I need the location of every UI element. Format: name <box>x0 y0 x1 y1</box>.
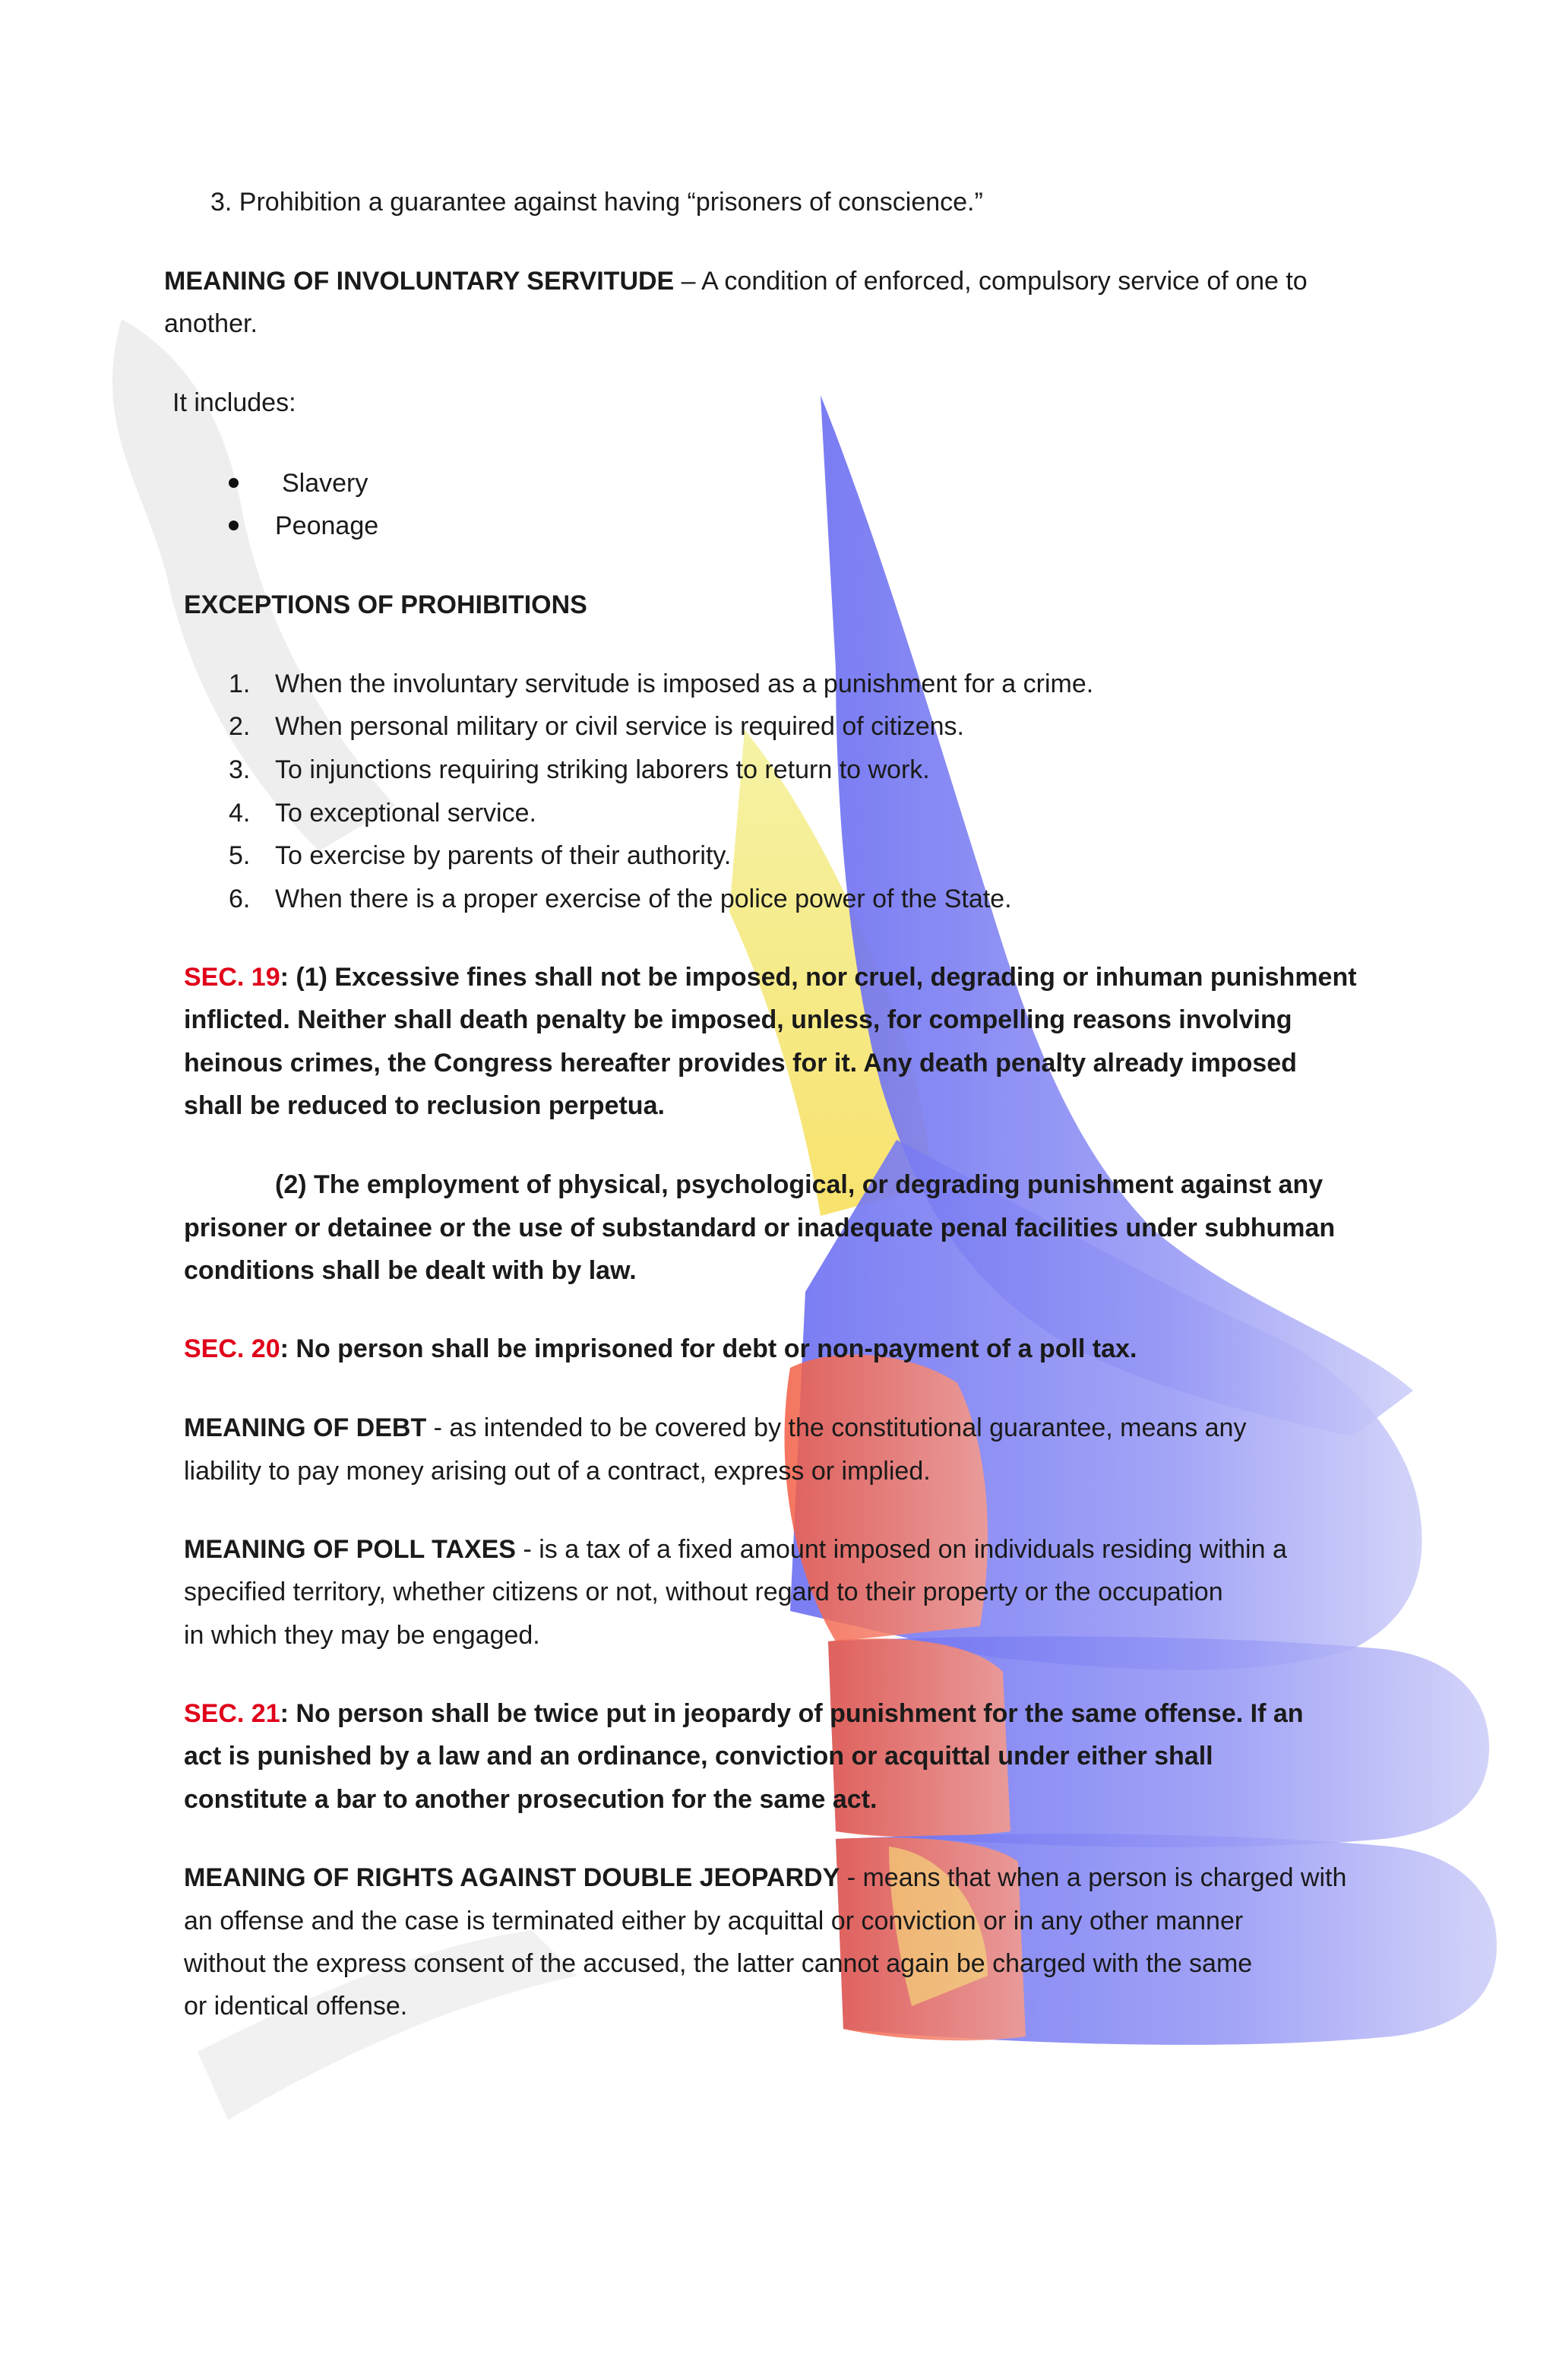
poll-taxes-definition-cont: in which they may be engaged. <box>184 1621 540 1650</box>
sec21-label: SEC. 21 <box>184 1699 280 1728</box>
exception-item: To exceptional service. <box>275 799 536 828</box>
sec21-text: : No person shall be twice put in jeopardy of punishment for the same offense. If an <box>280 1699 1304 1728</box>
exception-number: 3. <box>229 755 251 784</box>
exception-item: When personal military or civil service is required of citizens. <box>275 712 964 741</box>
bullet-icon <box>229 478 239 488</box>
includes-item: Slavery <box>282 469 368 498</box>
involuntary-servitude-term: MEANING OF INVOLUNTARY SERVITUDE <box>164 267 675 296</box>
exception-number: 1. <box>229 669 251 698</box>
bullet-icon <box>229 521 239 530</box>
exception-number: 4. <box>229 799 251 828</box>
sec19-text: : (1) Excessive fines shall not be imposed, nor cruel, degrading or inhuman punishment <box>280 963 1357 992</box>
double-jeopardy-definition-cont: or identical offense. <box>184 1992 408 2021</box>
exception-number: 2. <box>229 712 251 741</box>
sec19-text-line: heinous crimes, the Congress hereafter provides for it. Any death penalty already imposed <box>184 1049 1297 1078</box>
exception-item: When the involuntary servitude is imposed as a punishment for a crime. <box>275 669 1094 698</box>
debt-paragraph <box>184 1407 1246 1449</box>
sec19-para2-line: conditions shall be dealt with by law. <box>184 1256 637 1285</box>
exception-number: 6. <box>229 885 251 913</box>
exception-item: To exercise by parents of their authority. <box>275 841 732 870</box>
sec19-label: SEC. 19 <box>184 963 280 992</box>
exceptions-heading: EXCEPTIONS OF PROHIBITIONS <box>184 590 587 619</box>
sec20-label: SEC. 20 <box>184 1334 280 1363</box>
double-jeopardy-paragraph <box>184 1856 1346 1899</box>
double-jeopardy-definition-cont: an offense and the case is terminated either by acquittal or conviction or in any other manner <box>184 1907 1244 1935</box>
poll-taxes-paragraph <box>184 1528 1287 1571</box>
exception-number: 5. <box>229 841 251 870</box>
involuntary-servitude-paragraph <box>164 260 1308 302</box>
exception-item: When there is a proper exercise of the police power of the State. <box>275 885 1012 913</box>
involuntary-servitude-definition-cont: another. <box>164 309 258 338</box>
double-jeopardy-definition-cont: without the express consent of the accused, the latter cannot again be charged with the same <box>184 1949 1253 1978</box>
sec19-paragraph <box>184 956 1357 999</box>
includes-label: It includes: <box>172 388 296 417</box>
debt-definition-cont: liability to pay money arising out of a contract, express or implied. <box>184 1457 931 1486</box>
prohibition-item-3: 3. Prohibition a guarantee against having “prisoners of conscience.” <box>210 188 983 217</box>
sec20-text: : No person shall be imprisoned for debt or non-payment of a poll tax. <box>280 1334 1137 1363</box>
poll-taxes-definition-cont: specified territory, whether citizens or not, without regard to their property or the occupation <box>184 1578 1223 1606</box>
sec21-paragraph <box>184 1692 1304 1735</box>
includes-item: Peonage <box>275 511 379 540</box>
debt-definition: - as intended to be covered by the constitutional guarantee, means any <box>426 1413 1247 1442</box>
involuntary-servitude-definition: – A condition of enforced, compulsory service of one to <box>674 267 1308 296</box>
poll-taxes-definition: - is a tax of a fixed amount imposed on individuals residing within a <box>516 1535 1287 1564</box>
double-jeopardy-definition: - means that when a person is charged with <box>840 1863 1347 1892</box>
poll-taxes-term: MEANING OF POLL TAXES <box>184 1535 516 1564</box>
debt-term: MEANING OF DEBT <box>184 1413 427 1442</box>
sec19-para2-line: prisoner or detainee or the use of substandard or inadequate penal facilities under subhuman <box>184 1214 1336 1242</box>
sec20-paragraph <box>184 1328 1137 1370</box>
sec21-text-line: constitute a bar to another prosecution for the same act. <box>184 1785 878 1814</box>
exception-item: To injunctions requiring striking laborers to return to work. <box>275 755 930 784</box>
sec19-para2: (2) The employment of physical, psychological, or degrading punishment against any <box>275 1170 1324 1199</box>
sec21-text-line: act is punished by a law and an ordinance, conviction or acquittal under either shall <box>184 1742 1213 1771</box>
sec19-text-line: shall be reduced to reclusion perpetua. <box>184 1091 665 1120</box>
double-jeopardy-term: MEANING OF RIGHTS AGAINST DOUBLE JEOPARDY <box>184 1863 840 1892</box>
sec19-text-line: inflicted. Neither shall death penalty be imposed, unless, for compelling reasons involving <box>184 1005 1292 1034</box>
